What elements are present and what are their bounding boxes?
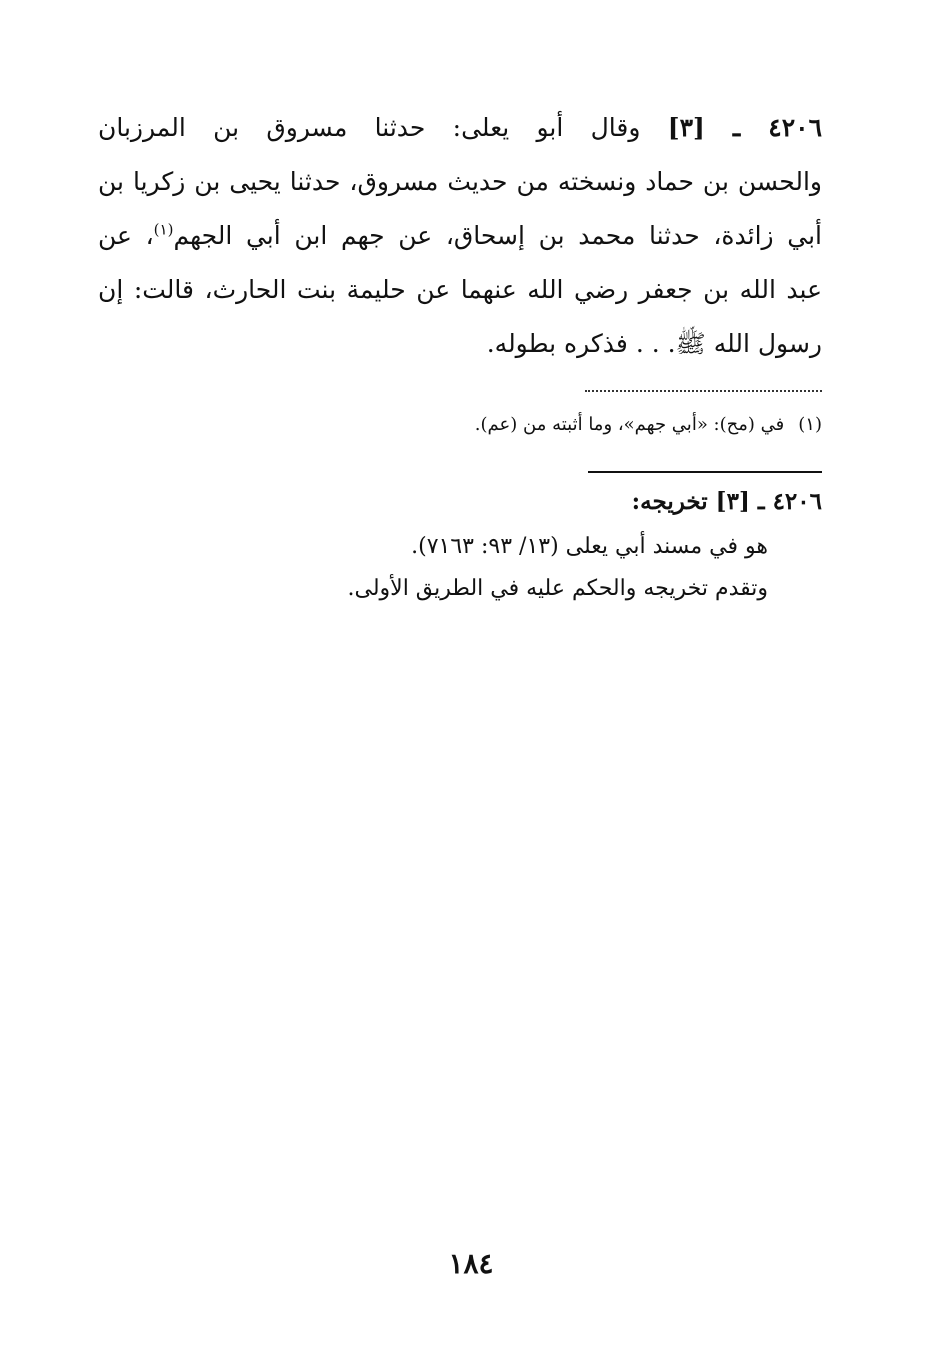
page-number: ١٨٤ xyxy=(448,1247,494,1280)
footnote-separator xyxy=(585,390,822,392)
footnote-marker: (١) xyxy=(798,414,822,435)
takhrij-line: هو في مسند أبي يعلى (١٣/ ٩٣: ٧١٦٣). xyxy=(411,534,768,559)
hadith-text xyxy=(98,101,822,371)
takhrij-body xyxy=(200,526,768,610)
text-line: والحسن بن حماد ونسخته من حديث مسروق، حدثنا يحيى بن زكريا بن xyxy=(98,167,822,196)
text-line: رسول الله ﷺ. . . فذكره بطوله. xyxy=(486,329,822,358)
footnote xyxy=(120,408,822,442)
text-line: عبد الله بن جعفر رضي الله عنهما عن حليمة بنت الحارث، قالت: إن xyxy=(98,275,822,304)
text-line xyxy=(98,209,822,263)
line-text: أبي زائدة، حدثنا محمد بن إسحاق، عن جهم ابن أبي الجهم xyxy=(173,221,822,250)
line-text: ، عن xyxy=(98,221,154,250)
takhrij-heading: ٤٢٠٦ ـ [٣] تخريجه: xyxy=(631,488,822,515)
takhrij-separator xyxy=(588,471,822,473)
hadith-number: ٤٢٠٦ ـ [٣] xyxy=(667,113,822,142)
footnote-text: في (مح): «أبي جهم»، وما أثبته من (عم). xyxy=(474,414,785,435)
line-text: وقال أبو يعلى: حدثنا مسروق بن المرزبان xyxy=(98,113,668,142)
text-line xyxy=(98,101,822,155)
footnote-reference[interactable]: (١) xyxy=(153,220,174,239)
takhrij-line: وتقدم تخريجه والحكم عليه في الطريق الأولى. xyxy=(347,576,768,601)
